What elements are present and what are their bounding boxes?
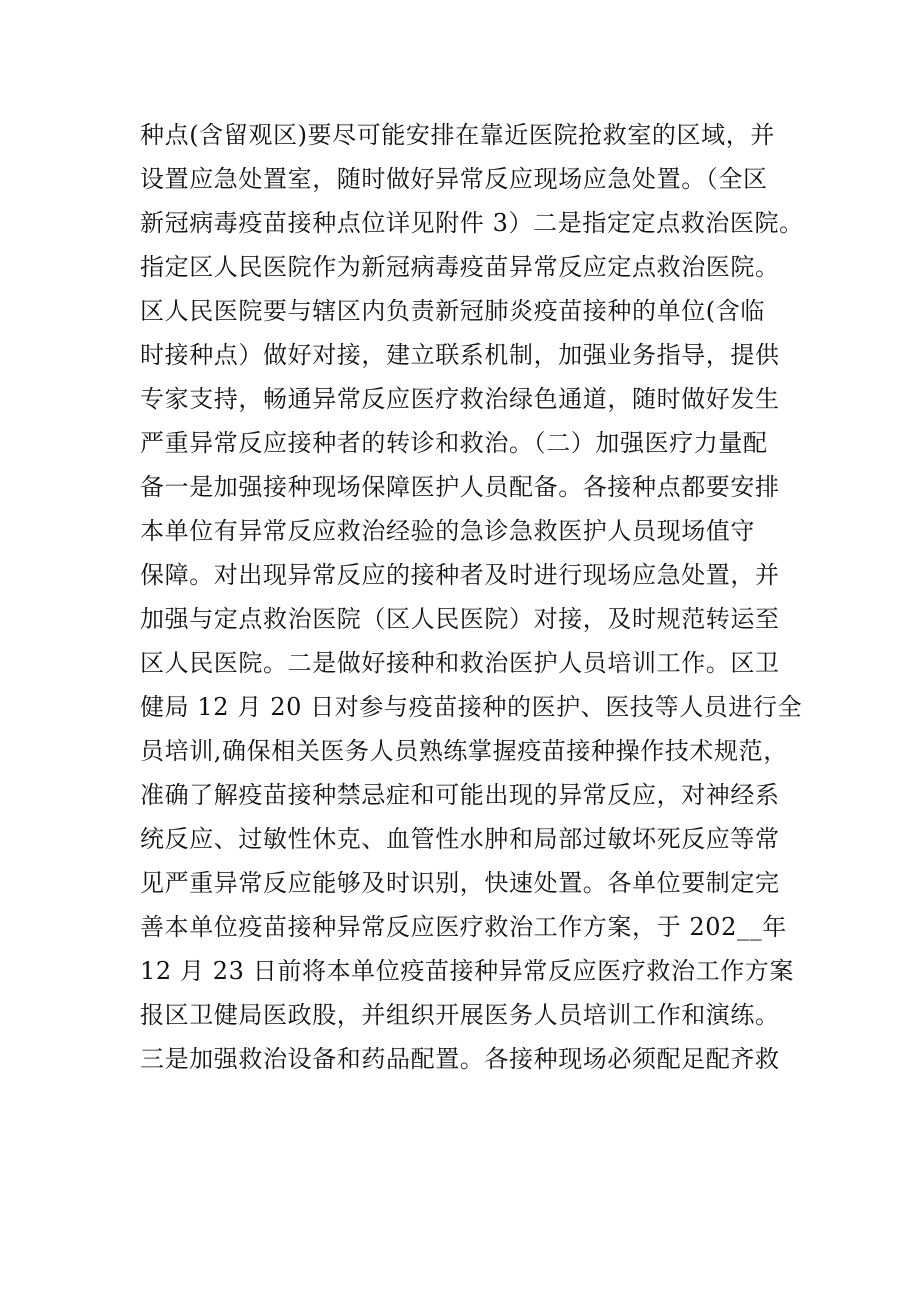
text-line: 区人民医院要与辖区内负责新冠肺炎疫苗接种的单位(含临: [140, 297, 765, 325]
text-line: 设置应急处置室，随时做好异常反应现场应急处置。（全区: [140, 165, 768, 193]
text-line: 统反应、过敏性休克、血管性水肿和局部过敏坏死反应等常: [140, 825, 780, 853]
text-line: 见严重异常反应能够及时识别，快速处置。各单位要制定完: [140, 869, 780, 897]
text-line: 善本单位疫苗接种异常反应医疗救治工作方案，于 202__年: [140, 913, 787, 941]
text-line: 三是加强救治设备和药品配置。各接种现场必须配足配齐救: [140, 1045, 780, 1073]
text-line: 加强与定点救治医院（区人民医院）对接，及时规范转运至: [140, 605, 780, 633]
text-line: 本单位有异常反应救治经验的急诊急救医护人员现场值守: [140, 517, 755, 545]
text-line: 严重异常反应接种者的转诊和救治。（二）加强医疗力量配: [140, 429, 768, 457]
body-text: [140, 113, 810, 1081]
text-line: 保障。对出现异常反应的接种者及时进行现场应急处置，并: [140, 561, 780, 589]
text-line: 备一是加强接种现场保障医护人员配备。各接种点都要安排: [140, 473, 780, 501]
text-line: 健局 12 月 20 日对参与疫苗接种的医护、医技等人员进行全: [140, 693, 803, 721]
text-line: 员培训,确保相关医务人员熟练掌握疫苗接种操作技术规范，: [140, 737, 788, 765]
text-line: 准确了解疫苗接种禁忌症和可能出现的异常反应，对神经系: [140, 781, 780, 809]
text-line: 新冠病毒疫苗接种点位详见附件 3）二是指定定点救治医院。: [140, 209, 804, 237]
text-line: 专家支持，畅通异常反应医疗救治绿色通道，随时做好发生: [140, 385, 780, 413]
text-line: 报区卫健局医政股，并组织开展医务人员培训工作和演练。: [140, 1001, 780, 1029]
text-line: 种点(含留观区)要尽可能安排在靠近医院抢救室的区域，并: [140, 121, 775, 149]
text-line: 指定区人民医院作为新冠病毒疫苗异常反应定点救治医院。: [140, 253, 780, 281]
text-line: 区人民医院。二是做好接种和救治医护人员培训工作。区卫: [140, 649, 780, 677]
text-line: 时接种点）做好对接，建立联系机制，加强业务指导，提供: [140, 341, 780, 369]
text-line: 12 月 23 日前将本单位疫苗接种异常反应医疗救治工作方案: [140, 957, 794, 985]
